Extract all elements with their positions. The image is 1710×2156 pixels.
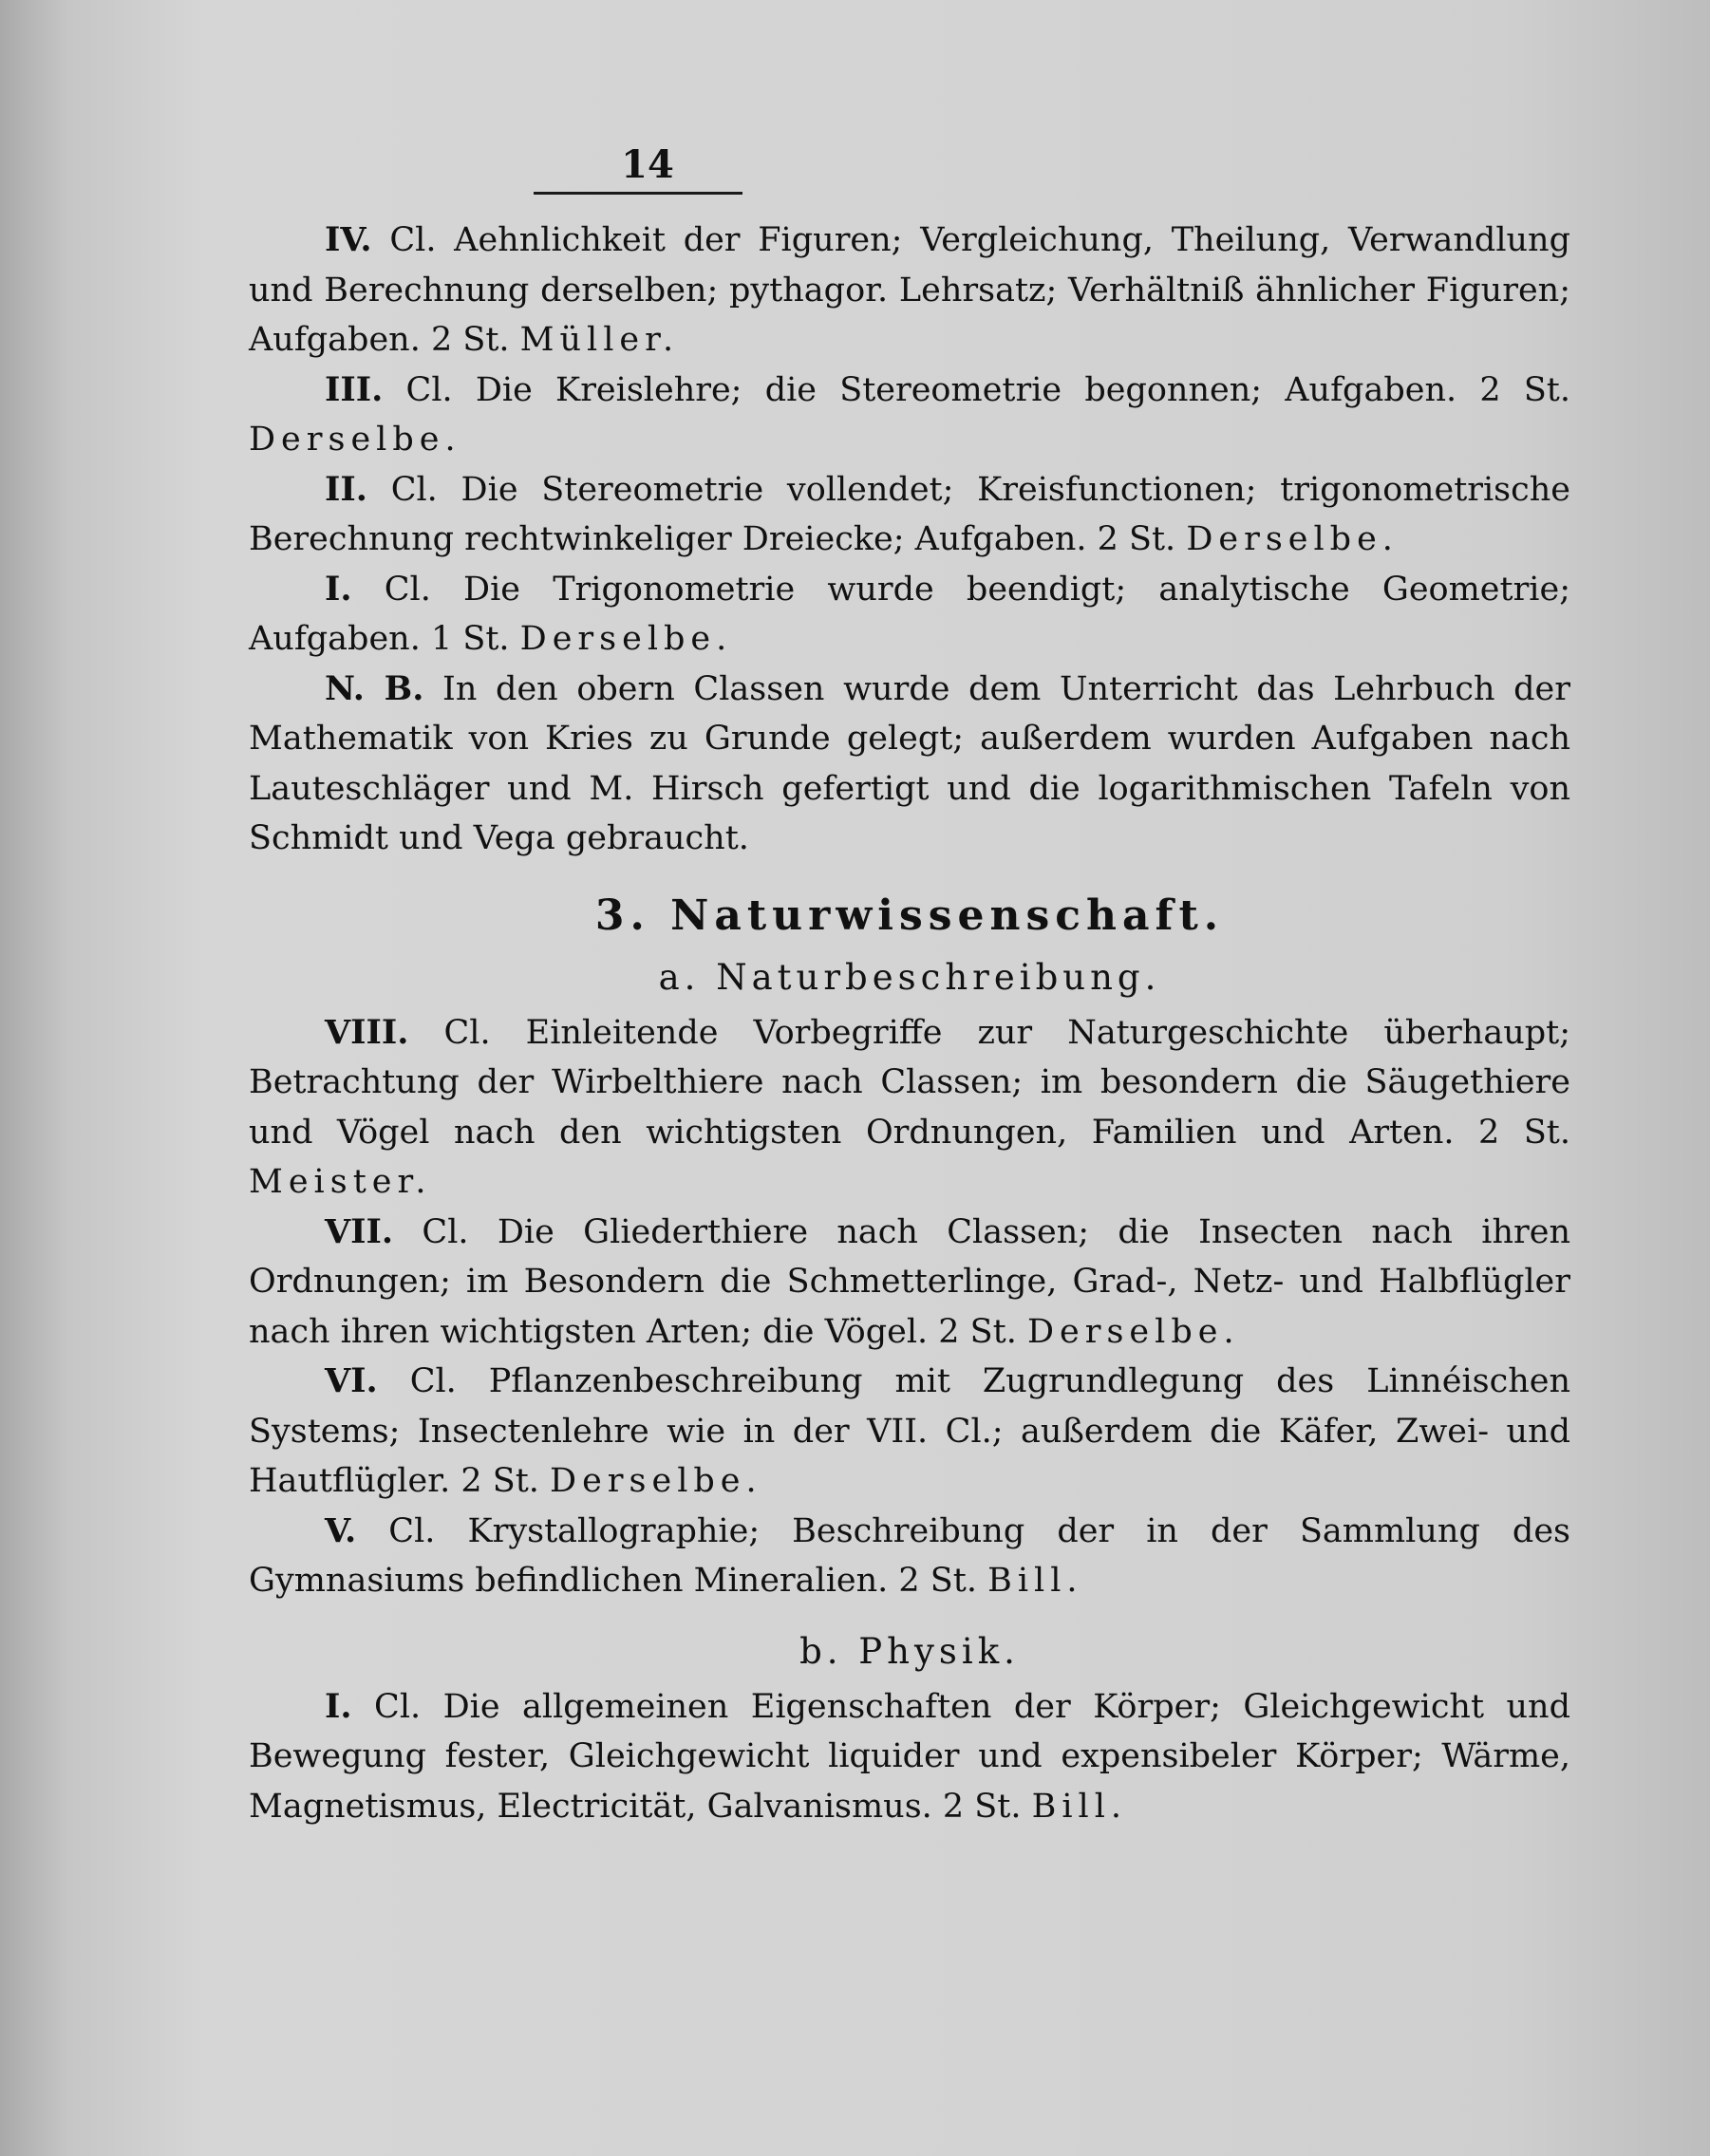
page-number-rule — [534, 192, 742, 195]
teacher-name: Müller. — [519, 321, 680, 359]
teacher-name: Derselbe. — [550, 1462, 762, 1500]
paragraph-vi-natural-history: VI. Cl. Pflanzenbeschreibung mit Zugrundlegung des Linnéischen Systems; Insectenlehre wie in der VII. Cl.; außerdem die Käfer, Zwei- und Hautflügler. 2 St. Derselbe. — [249, 1361, 1570, 1500]
teacher-name: Meister. — [249, 1163, 432, 1201]
teacher-name: Derselbe. — [519, 620, 733, 658]
page-number: 14 — [621, 142, 674, 187]
paragraph-nota-bene: N. B. In den obern Classen wurde dem Unterricht das Lehrbuch der Mathematik von Kries zu Grunde gelegt; außerdem wurden Aufgaben nach Lauteschläger und M. Hirsch gefertigt und die logarithmischen Tafeln von Schmidt und Vega gebraucht. — [249, 668, 1570, 857]
teacher-name: Derselbe. — [249, 421, 461, 459]
paragraph-iii-mathematics: III. Cl. Die Kreislehre; die Stereometrie begonnen; Aufgaben. 2 St. Derselbe. — [249, 369, 1570, 459]
teacher-name: Bill. — [987, 1562, 1083, 1600]
subsection-title-a: a. Naturbeschreibung. — [658, 956, 1161, 998]
paragraph-viii-natural-history: VIII. Cl. Einleitende Vorbegriffe zur Naturgeschichte überhaupt; Betrachtung der Wirbelthiere nach Classen; im besondern die Säugethiere und Vögel nach den wichtigsten Ordnungen, Familien und Arten. 2 St. Meister. — [249, 1012, 1570, 1201]
subsection-title-b: b. Physik. — [799, 1630, 1020, 1672]
paragraph-ii-mathematics: II. Cl. Die Stereometrie vollendet; Kreisfunctionen; trigonometrische Berechnung rechtwinkeliger Dreiecke; Aufgaben. 2 St. Derselbe. — [249, 469, 1570, 558]
paragraph-iv-mathematics: IV. Cl. Aehnlichkeit der Figuren; Vergleichung, Theilung, Verwandlung und Berechnung derselben; pythagor. Lehrsatz; Verhältniß ähnlicher Figuren; Aufgaben. 2 St. Müller. — [249, 220, 1570, 359]
teacher-name: Bill. — [1031, 1787, 1128, 1826]
section-title: 3. Naturwissenschaft. — [594, 891, 1225, 940]
paragraph-vii-natural-history: VII. Cl. Die Gliederthiere nach Classen; die Insecten nach ihren Ordnungen; im Besondern die Schmetterlinge, Grad-, Netz- und Halbflügler nach ihren wichtigsten Arten; die Vögel. 2 St. Derselbe. — [249, 1211, 1570, 1351]
paragraph-i-physics: I. Cl. Die allgemeinen Eigenschaften der Körper; Gleichgewicht und Bewegung fester, Gleichgewicht liquider und expensibeler Körper; Wärme, Magnetismus, Electricität, Galvanismus. 2 St. Bill. — [249, 1686, 1570, 1826]
paragraph-v-natural-history: V. Cl. Krystallographie; Beschreibung der in der Sammlung des Gymnasiums befindlichen Mineralien. 2 St. Bill. — [249, 1510, 1570, 1600]
page-text — [249, 142, 1570, 1831]
teacher-name: Derselbe. — [1026, 1312, 1240, 1351]
paragraph-i-mathematics: I. Cl. Die Trigonometrie wurde beendigt; analytische Geometrie; Aufgaben. 1 St. Derselbe. — [249, 569, 1570, 658]
teacher-name: Derselbe. — [1186, 520, 1399, 558]
